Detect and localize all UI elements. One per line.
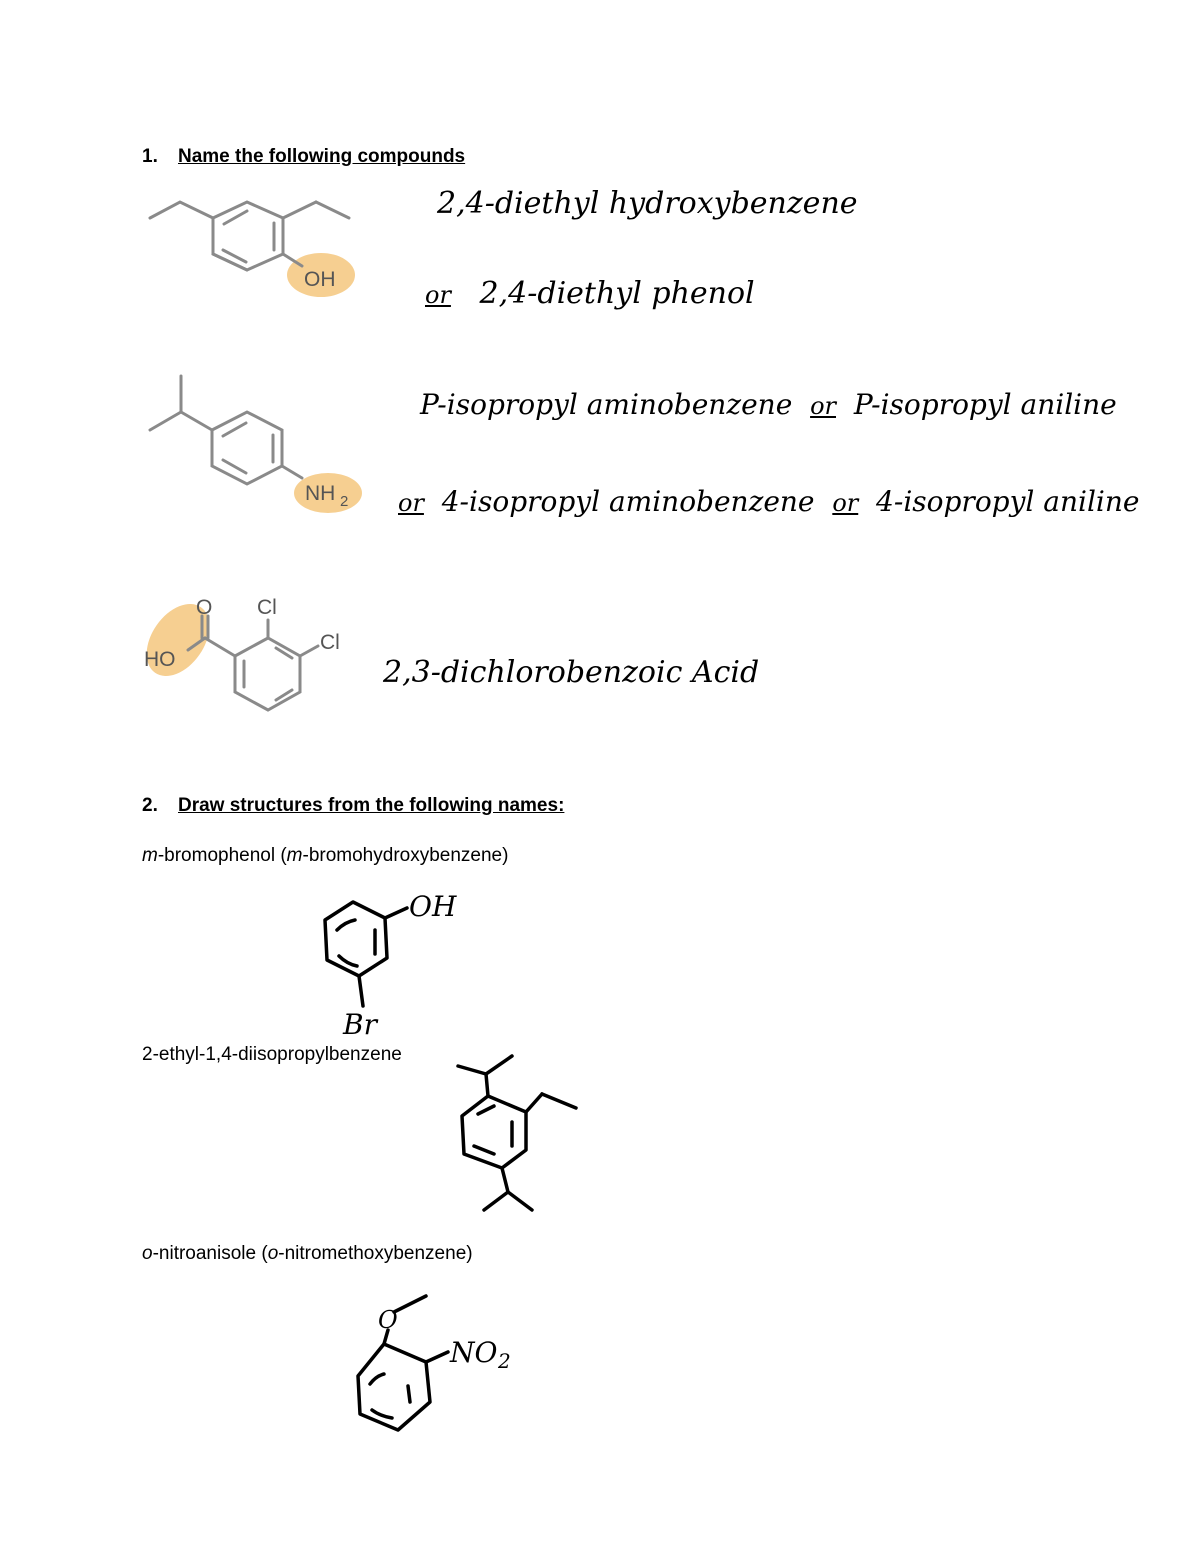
label-ho: HO — [144, 648, 176, 671]
answer-2-line-2 — [398, 485, 1139, 518]
answer-text: 4-isopropyl aniline — [876, 485, 1140, 518]
label-oh: OH — [409, 890, 457, 923]
label-nh-sub: 2 — [340, 493, 349, 510]
section-number: 2. — [142, 795, 158, 816]
prefix: o — [142, 1243, 153, 1264]
prefix: m — [142, 845, 158, 866]
answer-1-line-1 — [437, 186, 858, 221]
or-word: or — [398, 489, 424, 517]
answer-text: P-isopropyl aniline — [853, 388, 1117, 421]
name-part: 2-ethyl-1,4-diisopropylbenzene — [142, 1044, 402, 1065]
or-word: or — [832, 489, 859, 517]
prompt-ethyl-diisopropylbenzene — [142, 1044, 402, 1066]
label-br: Br — [343, 1008, 377, 1041]
prefix: m — [286, 845, 303, 866]
answer-3-line-1 — [383, 655, 759, 690]
label-no2-sub: 2 — [498, 1349, 511, 1373]
section-title: Draw structures from the following names: — [178, 795, 565, 816]
section-1-heading — [142, 146, 465, 168]
label-no2: NO — [450, 1336, 498, 1369]
section-2-heading — [142, 795, 564, 817]
name-part: -nitroanisole ( — [152, 1243, 268, 1264]
answer-text: 2,4-diethyl phenol — [479, 276, 755, 311]
prefix: o — [267, 1243, 279, 1264]
drawing-ethyl-diisopropylbenzene — [450, 1050, 590, 1220]
name-part: -nitromethoxybenzene) — [278, 1243, 473, 1264]
name-part: -bromohydroxybenzene) — [302, 845, 509, 866]
answer-text: 4-isopropyl aminobenzene — [441, 485, 815, 518]
label-o: O — [196, 596, 213, 619]
answer-text: 2,4-diethyl hydroxybenzene — [437, 186, 858, 221]
label-nh: NH — [305, 482, 336, 505]
section-title: Name the following compounds — [178, 146, 466, 167]
label-cl-2: Cl — [320, 631, 340, 654]
answer-text: 2,3-dichlorobenzoic Acid — [383, 655, 760, 690]
structure-dichlorobenzoic-acid — [140, 590, 370, 730]
name-part: -bromophenol ( — [157, 845, 287, 866]
drawing-m-bromophenol — [315, 880, 485, 1040]
answer-2-line-1 — [420, 388, 1117, 421]
structure-isopropylaniline — [140, 370, 370, 520]
prompt-o-nitroanisole — [142, 1243, 473, 1265]
or-word: or — [425, 281, 451, 309]
label-cl-1: Cl — [257, 596, 277, 619]
prompt-m-bromophenol — [142, 845, 508, 867]
label-oh: OH — [304, 268, 336, 291]
or-word: or — [810, 392, 836, 420]
section-number: 1. — [142, 146, 158, 167]
answer-1-line-2 — [425, 276, 755, 311]
label-o: O — [378, 1306, 398, 1334]
drawing-o-nitroanisole — [350, 1290, 530, 1450]
structure-diethylphenol — [140, 180, 380, 310]
answer-text: P-isopropyl aminobenzene — [420, 388, 793, 421]
